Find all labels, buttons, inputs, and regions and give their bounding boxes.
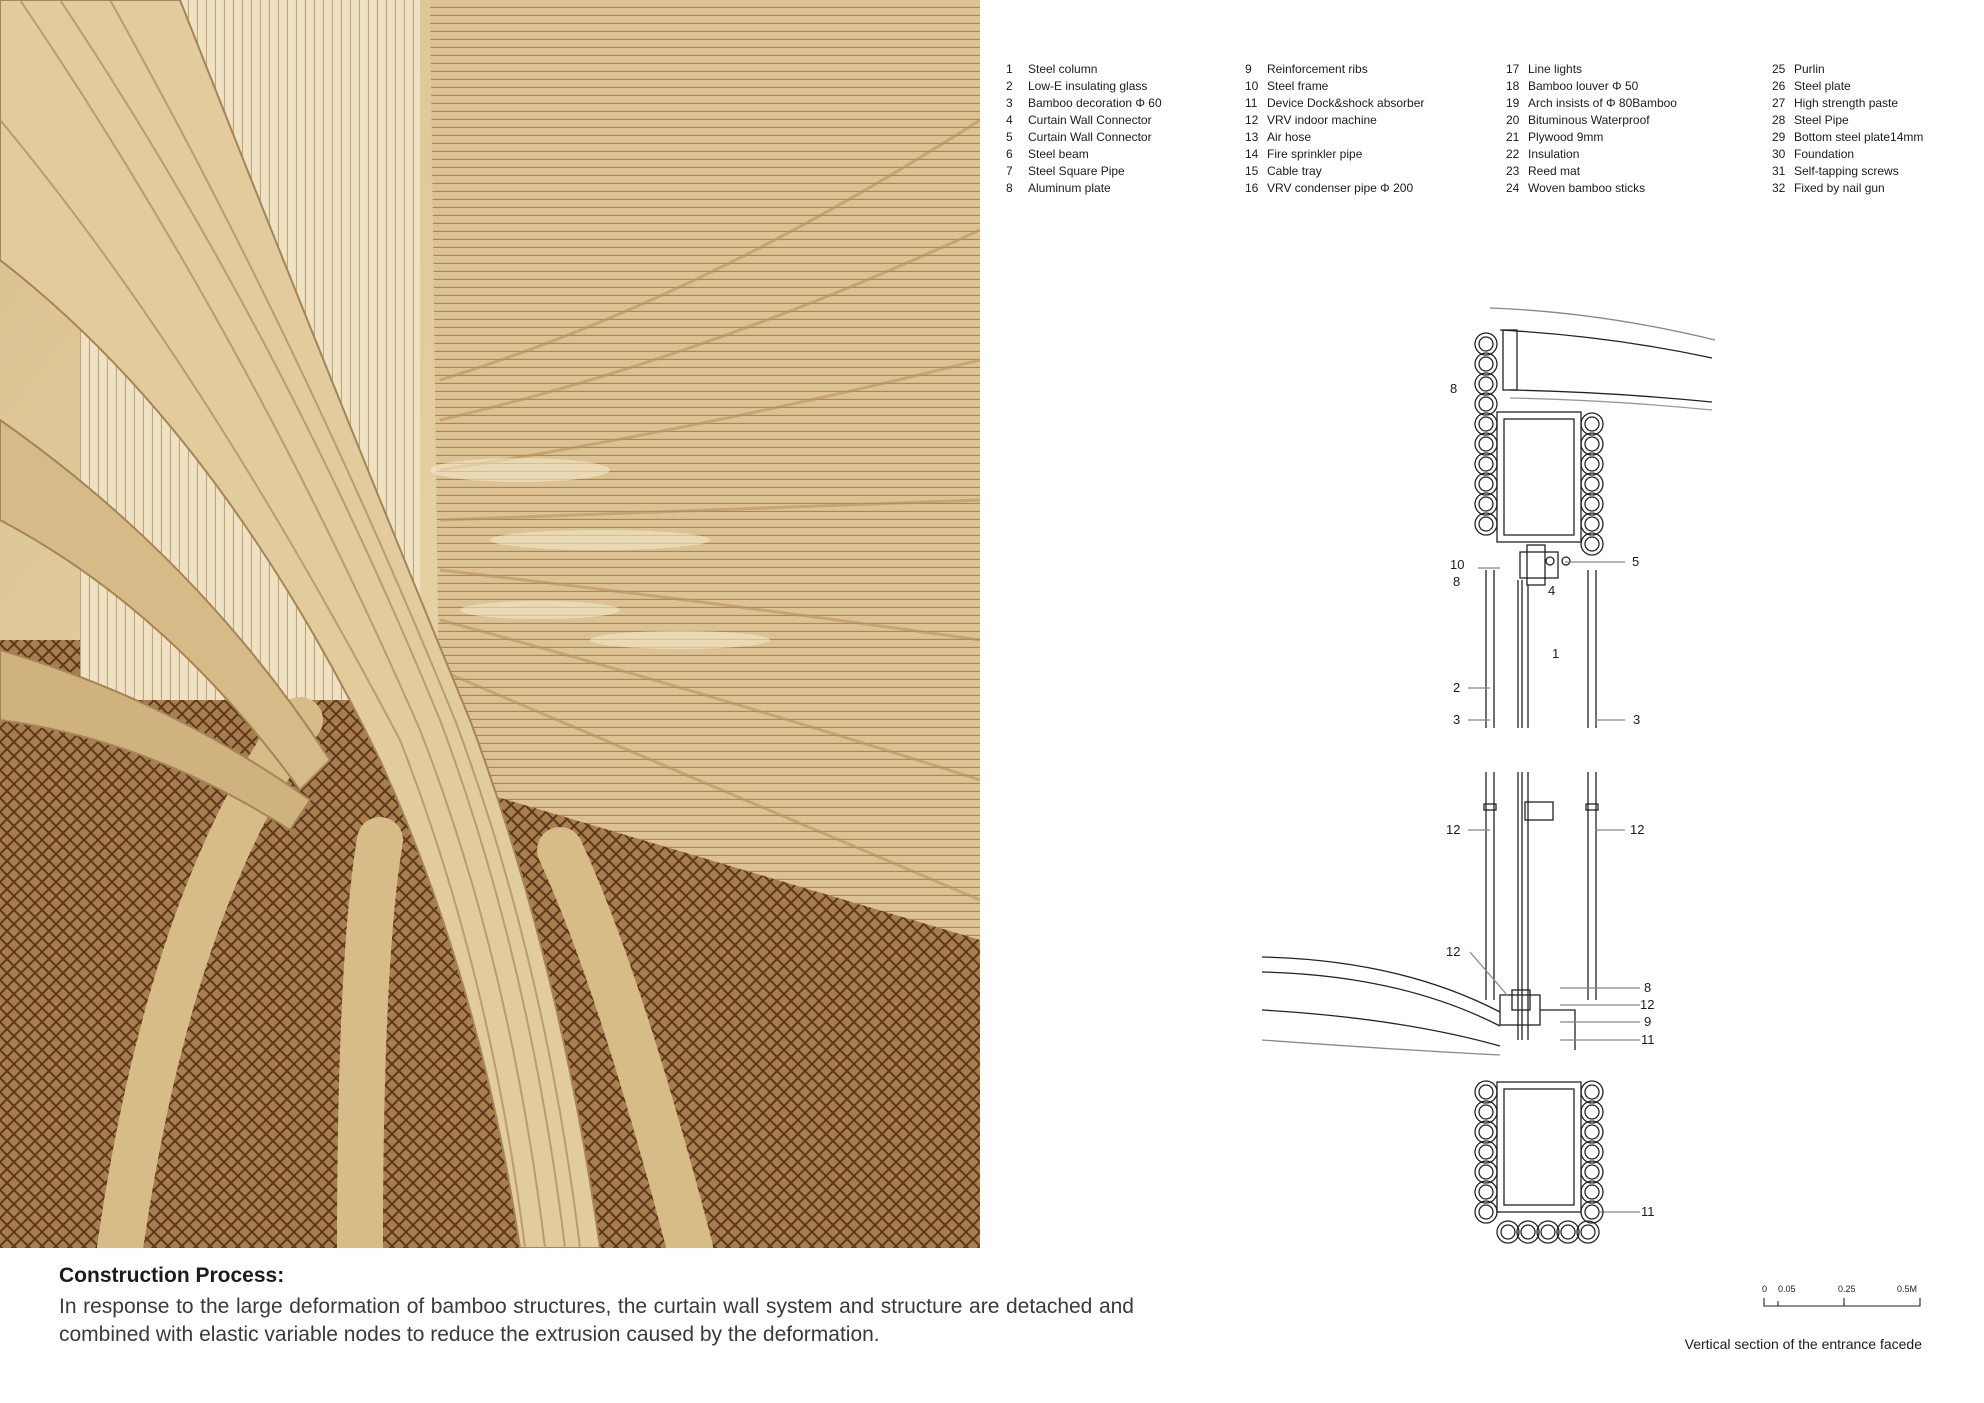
legend-item: 29 Bottom steel plate14mm <box>1772 130 1924 144</box>
callout-10: 10 <box>1450 557 1465 572</box>
legend-item: 7 Steel Square Pipe <box>1006 164 1125 178</box>
legend-column-3 <box>1506 61 1677 197</box>
vertical-section-drawing <box>1250 290 1750 1270</box>
bamboo-ring-inner <box>1585 1185 1599 1199</box>
callout-12: 12 <box>1446 822 1461 837</box>
callout-11: 11 <box>1641 1204 1655 1219</box>
bamboo-ring-inner <box>1479 497 1493 511</box>
bamboo-ring-inner <box>1479 1125 1493 1139</box>
scale-tick-label: 0 <box>1762 1284 1768 1294</box>
bamboo-ring-inner <box>1585 1105 1599 1119</box>
bamboo-ring <box>1581 513 1603 535</box>
bamboo-ring-inner <box>1479 377 1493 391</box>
legend-item: 32 Fixed by nail gun <box>1772 181 1885 195</box>
bamboo-ring <box>1537 1221 1559 1243</box>
legend-column-4 <box>1772 61 1923 197</box>
bamboo-ring-inner <box>1585 477 1599 491</box>
bamboo-ring-inner <box>1479 1165 1493 1179</box>
legend-item: 30 Foundation <box>1772 147 1855 161</box>
bamboo-ring-inner <box>1585 497 1599 511</box>
scale-tick-label: 0.5M <box>1897 1284 1918 1294</box>
bamboo-structure-photo <box>0 0 980 1248</box>
bamboo-ring <box>1475 393 1497 415</box>
bamboo-ring <box>1475 473 1497 495</box>
bamboo-ring <box>1581 493 1603 515</box>
bamboo-ring <box>1475 433 1497 455</box>
callout-11: 11 <box>1641 1032 1655 1047</box>
bamboo-ring <box>1475 493 1497 515</box>
legend-item: 10 Steel frame <box>1245 79 1329 93</box>
bamboo-ring-inner <box>1479 1145 1493 1159</box>
legend-item: 1 Steel column <box>1006 62 1098 76</box>
bamboo-ring <box>1581 453 1603 475</box>
legend-item: 31 Self-tapping screws <box>1772 164 1899 178</box>
bamboo-ring-inner <box>1479 337 1493 351</box>
bamboo-ring <box>1475 333 1497 355</box>
callout-12: 12 <box>1640 997 1655 1012</box>
callout-8: 8 <box>1450 381 1458 396</box>
legend-item: 4 Curtain Wall Connector <box>1006 113 1152 127</box>
legend-item: 9 Reinforcement ribs <box>1245 62 1368 76</box>
bamboo-ring-inner <box>1479 517 1493 531</box>
callout-2: 2 <box>1453 680 1461 695</box>
callout-12: 12 <box>1446 944 1461 959</box>
bamboo-ring <box>1475 413 1497 435</box>
callout-5: 5 <box>1632 554 1640 569</box>
scale-tick-label: 0.25 <box>1838 1284 1856 1294</box>
bamboo-ring-inner <box>1479 437 1493 451</box>
legend-item: 20 Bituminous Waterproof <box>1506 113 1650 127</box>
legend-item: 19 Arch insists of Φ 80Bamboo <box>1506 96 1677 110</box>
bamboo-ring-inner <box>1479 1205 1493 1219</box>
scale-bar <box>1760 1278 1930 1318</box>
bamboo-ring-inner <box>1585 457 1599 471</box>
legend-item: 25 Purlin <box>1772 62 1825 76</box>
bamboo-ring-inner <box>1479 397 1493 411</box>
bamboo-ring <box>1581 1081 1603 1103</box>
bamboo-ring-inner <box>1585 1145 1599 1159</box>
bamboo-ring <box>1517 1221 1539 1243</box>
bamboo-ring-inner <box>1585 1125 1599 1139</box>
legend-item: 8 Aluminum plate <box>1006 181 1111 195</box>
legend-item: 5 Curtain Wall Connector <box>1006 130 1152 144</box>
bamboo-ring <box>1475 1081 1497 1103</box>
callout-4: 4 <box>1548 583 1556 598</box>
bamboo-ring-inner <box>1561 1225 1575 1239</box>
legend-item: 21 Plywood 9mm <box>1506 130 1604 144</box>
bamboo-ring-inner <box>1585 437 1599 451</box>
bamboo-ring-inner <box>1585 537 1599 551</box>
legend-column-2 <box>1245 61 1424 197</box>
legend-item: 2 Low-E insulating glass <box>1006 79 1148 93</box>
bamboo-ring-inner <box>1479 357 1493 371</box>
bamboo-ring <box>1475 1141 1497 1163</box>
legend-item: 23 Reed mat <box>1506 164 1581 178</box>
bamboo-ring-inner <box>1479 1085 1493 1099</box>
bamboo-ring <box>1475 373 1497 395</box>
bamboo-ring-inner <box>1501 1225 1515 1239</box>
legend-item: 27 High strength paste <box>1772 96 1899 110</box>
callout-1: 1 <box>1552 646 1560 661</box>
legend-item: 3 Bamboo decoration Φ 60 <box>1006 96 1162 110</box>
bamboo-ring <box>1581 533 1603 555</box>
bamboo-ring <box>1475 1201 1497 1223</box>
bamboo-ring-inner <box>1581 1225 1595 1239</box>
legend-column-1 <box>1006 61 1162 197</box>
bamboo-ring <box>1581 1161 1603 1183</box>
bamboo-ring <box>1581 1121 1603 1143</box>
legend-item: 28 Steel Pipe <box>1772 113 1849 127</box>
bamboo-ring <box>1581 1101 1603 1123</box>
bamboo-ring-inner <box>1585 417 1599 431</box>
bamboo-ring-inner <box>1479 1185 1493 1199</box>
bamboo-ring <box>1581 433 1603 455</box>
callout-8: 8 <box>1453 574 1461 589</box>
bamboo-ring-inner <box>1479 417 1493 431</box>
legend-item: 11 Device Dock&shock absorber <box>1245 96 1425 110</box>
bamboo-ring <box>1475 353 1497 375</box>
bamboo-ring <box>1497 1221 1519 1243</box>
bamboo-ring-inner <box>1479 457 1493 471</box>
legend-item: 13 Air hose <box>1245 130 1312 144</box>
bamboo-ring-inner <box>1521 1225 1535 1239</box>
bamboo-ring <box>1475 1181 1497 1203</box>
legend-item: 12 VRV indoor machine <box>1245 113 1377 127</box>
process-description: In response to the large deformation of bamboo structures, the curtain wall system and structure are detached and combined with elastic variable nodes to reduce the extrusion caused by the deformation. <box>59 1295 1134 1346</box>
legend-item: 18 Bamboo louver Φ 50 <box>1506 79 1639 93</box>
bamboo-ring <box>1581 473 1603 495</box>
legend-item: 26 Steel plate <box>1772 79 1851 93</box>
bamboo-ring-inner <box>1479 477 1493 491</box>
bamboo-ring <box>1581 1141 1603 1163</box>
legend-item: 17 Line lights <box>1506 62 1583 76</box>
legend-item: 6 Steel beam <box>1006 147 1089 161</box>
process-title: Construction Process: <box>59 1264 285 1287</box>
legend-item: 22 Insulation <box>1506 147 1580 161</box>
callout-3: 3 <box>1633 712 1641 727</box>
bamboo-ring <box>1475 1161 1497 1183</box>
bamboo-ring <box>1475 1121 1497 1143</box>
bamboo-ring-inner <box>1585 1165 1599 1179</box>
callout-3: 3 <box>1453 712 1461 727</box>
bamboo-ring <box>1581 1181 1603 1203</box>
callout-12: 12 <box>1630 822 1645 837</box>
drawing-caption: Vertical section of the entrance facede <box>1684 1336 1922 1352</box>
bamboo-ring <box>1577 1221 1599 1243</box>
bamboo-ring <box>1475 1101 1497 1123</box>
bamboo-ring-inner <box>1585 1085 1599 1099</box>
callout-9: 9 <box>1644 1014 1652 1029</box>
bamboo-ring <box>1557 1221 1579 1243</box>
bamboo-ring <box>1475 513 1497 535</box>
bamboo-ring-inner <box>1541 1225 1555 1239</box>
legend-item: 24 Woven bamboo sticks <box>1506 181 1646 195</box>
bamboo-ring-inner <box>1479 1105 1493 1119</box>
bamboo-ring-inner <box>1585 517 1599 531</box>
bamboo-ring-inner <box>1585 1205 1599 1219</box>
bamboo-ring <box>1581 413 1603 435</box>
bamboo-ring <box>1475 453 1497 475</box>
callout-8: 8 <box>1644 980 1652 995</box>
bamboo-ring <box>1581 1201 1603 1223</box>
scale-tick-label: 0.05 <box>1778 1284 1796 1294</box>
legend-item: 15 Cable tray <box>1245 164 1322 178</box>
legend-item: 14 Fire sprinkler pipe <box>1245 147 1363 161</box>
legend-item: 16 VRV condenser pipe Φ 200 <box>1245 181 1414 195</box>
